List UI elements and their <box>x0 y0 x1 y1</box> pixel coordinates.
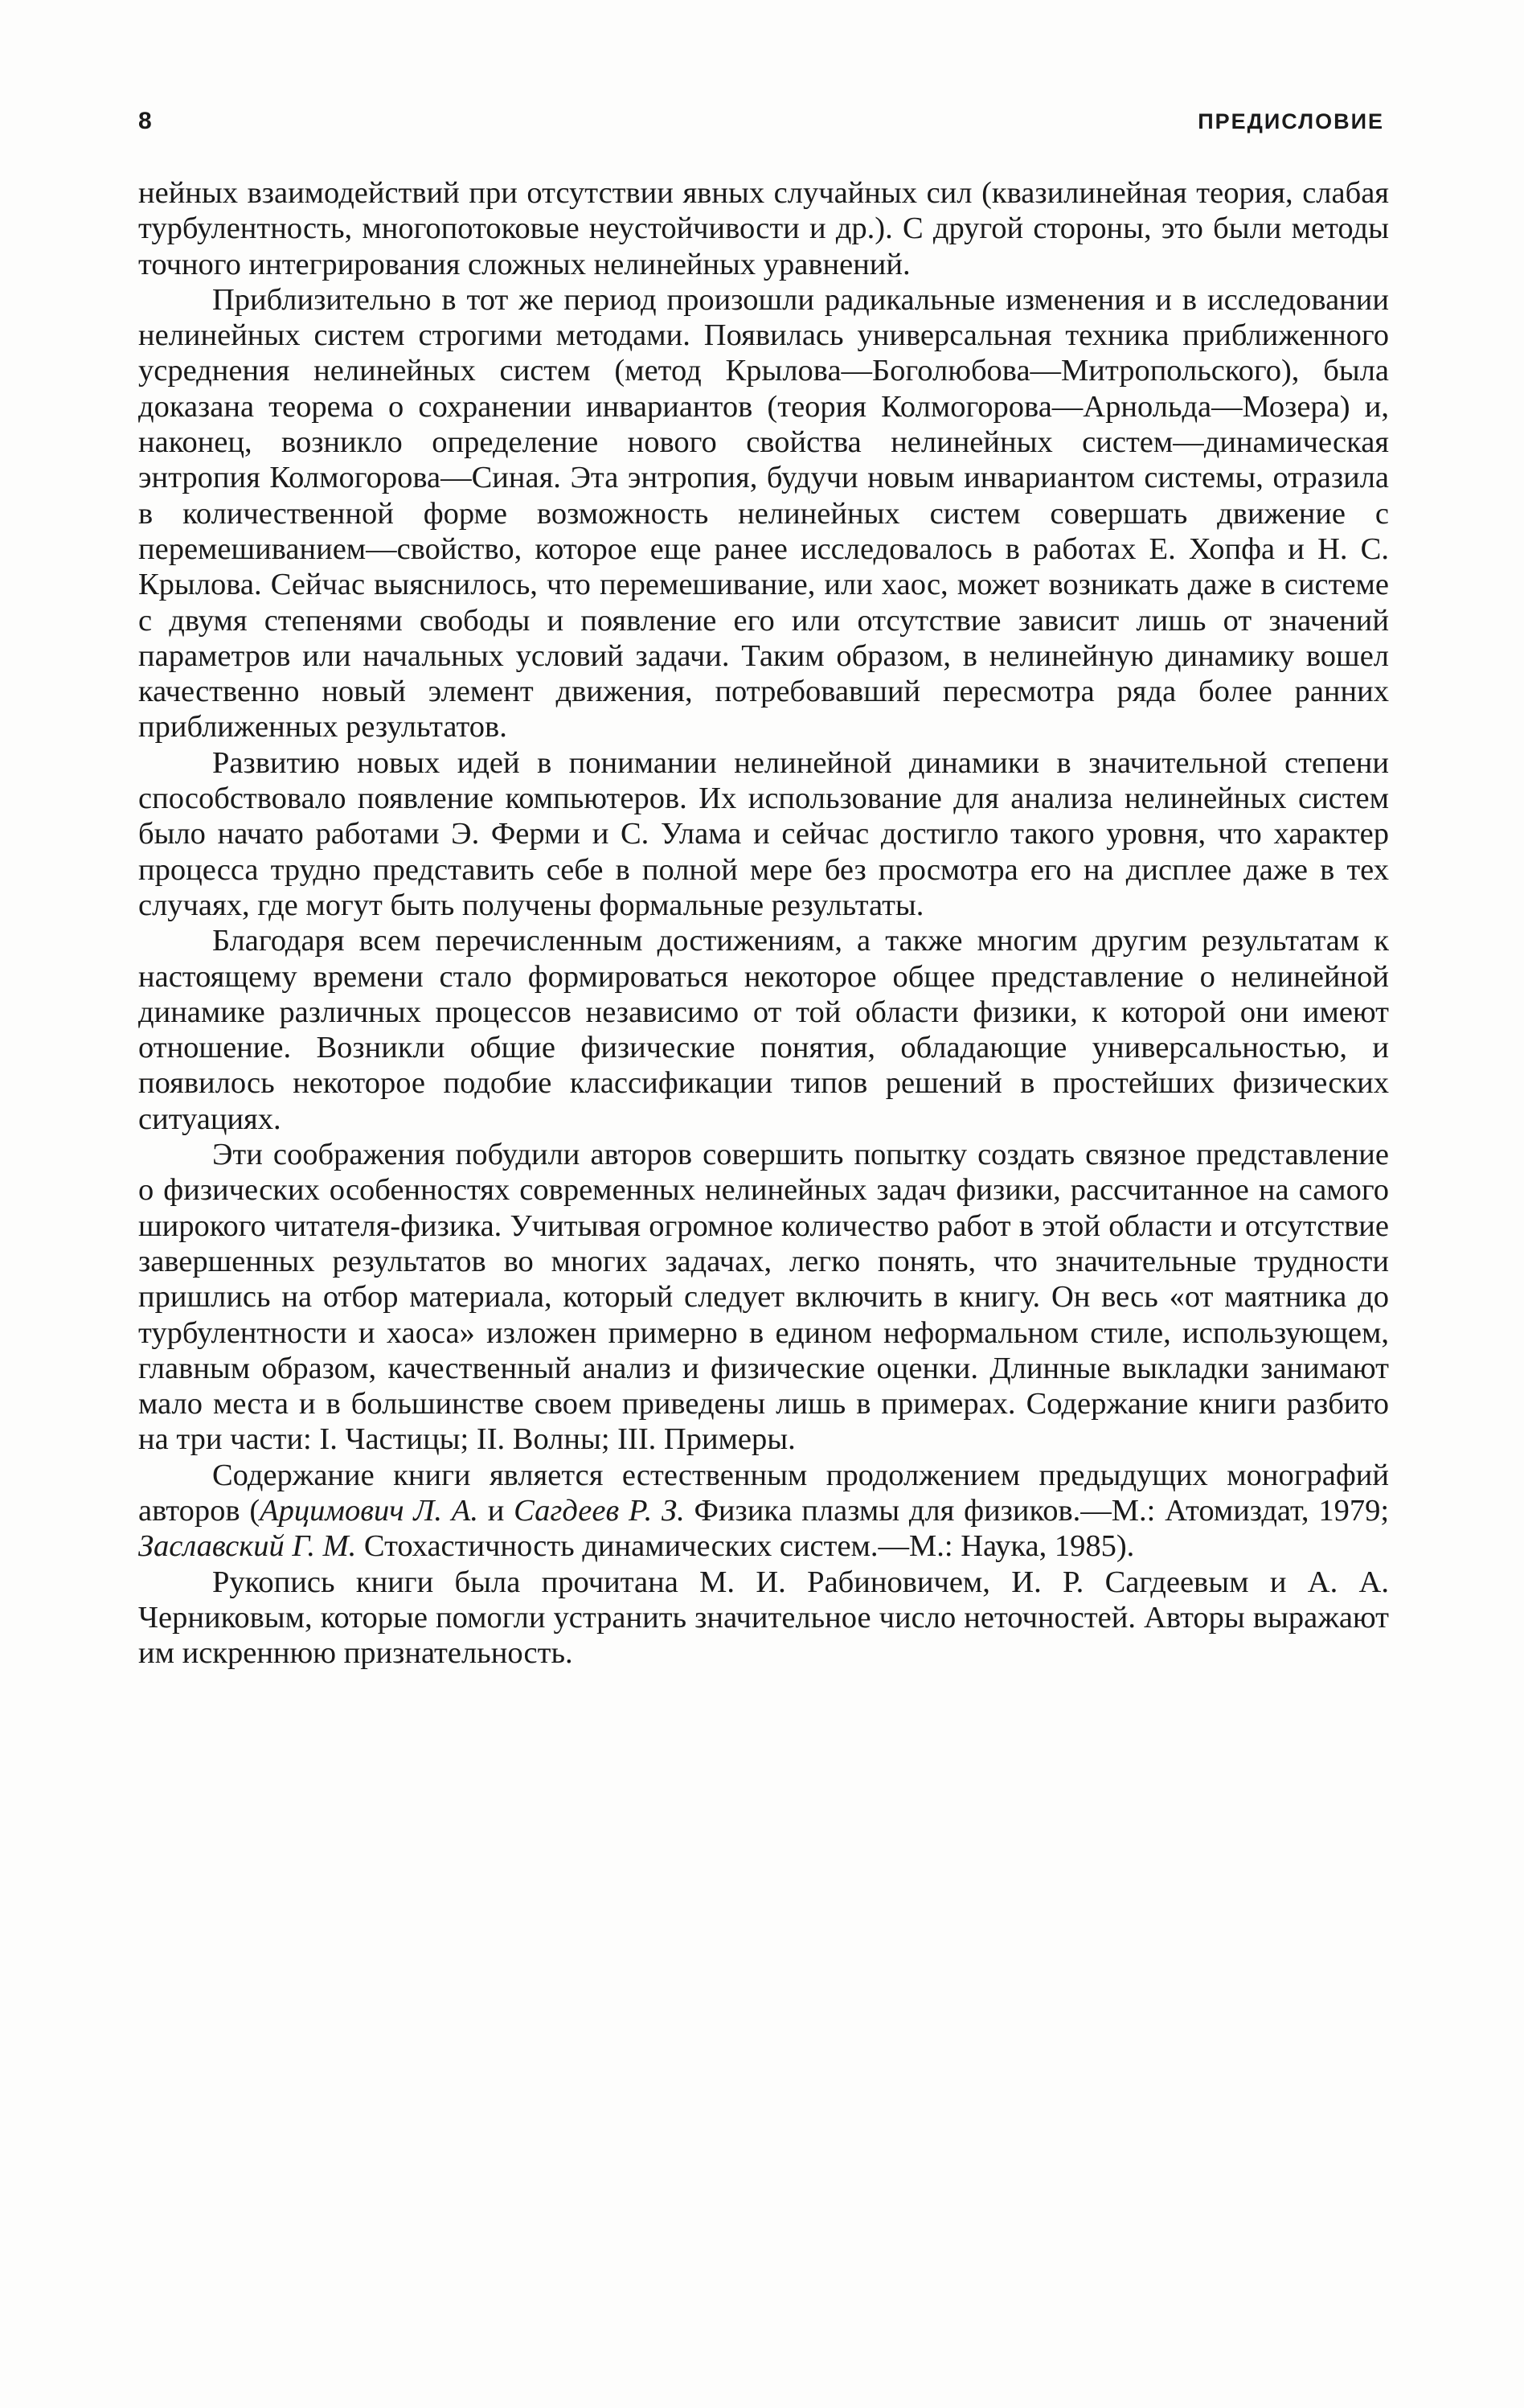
section-title: ПРЕДИСЛОВИЕ <box>1198 109 1384 133</box>
page-number: 8 <box>138 108 152 134</box>
paragraph-acknowledgement: Рукопись книги была прочитана М. И. Рабиновичем, И. Р. Сагдеевым и А. А. Черниковым, которые помогли устранить значительное число неточностей. Авторы выражают им искреннюю признательность. <box>138 1565 1389 1671</box>
references-intro: Содержание книги является естественным продолжением предыдущих монографий авторов ( <box>138 1458 1389 1528</box>
reference-author-sagdeev: Сагдеев Р. З. <box>514 1493 685 1528</box>
paragraph-continuation: нейных взаимодействий при отсутствии явных случайных сил (квазилинейная теория, слабая турбулентность, многопотоковые неустойчивости и др.). С другой стороны, это были методы точного интегрирования сложных нелинейных уравнений. <box>138 176 1389 281</box>
paragraph-book-motivation: Эти соображения побудили авторов совершить попытку создать связное представление о физических особенностях современных нелинейных задач физики, рассчитанное на самого широкого читателя-физика. Учитывая огромное количество работ в этой области и отсутствие завершенных результатов во многих задачах, легко понять, что значительные трудности пришлись на отбор материала, который следует включить в книгу. Он весь «от маятника до турбулентности и хаоса» изложен примерно в едином неформальном стиле, использующем, главным образом, качественный анализ и физические оценки. Длинные выкладки занимают мало места и в большинстве своем приведены лишь в примерах. Содержание книги разбито на три части: I. Частицы; II. Волны; III. Примеры. <box>138 1138 1389 1457</box>
reference-stochasticity: Стохастичность динамических систем.—М.: Наука, 1985). <box>356 1529 1135 1564</box>
reference-author-artsimovich: Арцимович Л. А. <box>260 1493 478 1528</box>
reference-plasma-physics: Физика плазмы для физиков.—М.: Атомиздат, 1979; <box>684 1493 1390 1528</box>
running-head <box>138 108 1384 143</box>
paragraph-references <box>138 1458 1389 1565</box>
paragraph-general-picture: Благодаря всем перечисленным достижениям, а также многим другим результатам к настоящему времени стало формироваться некоторое общее представление о нелинейной динамике различных процессов независимо от той области физики, к которой они имеют отношение. Возникли общие физические понятия, обладающие универсальностью, и появилось некоторое подобие классификации типов решений в простейших физических ситуациях. <box>138 924 1389 1136</box>
reference-author-zaslavsky: Заславский Г. М. <box>138 1529 357 1564</box>
paragraph-computers: Развитию новых идей в понимании нелинейной динамики в значительной степени способствовало появление компьютеров. Их использование для анализа нелинейных систем было начато работами Э. Ферми и С. Улама и сейчас достигло такого уровня, что характер процесса трудно представить себе в полной мере без просмотра его на дисплее даже в тех случаях, где могут быть получены формальные результаты. <box>138 745 1389 922</box>
body-text <box>138 175 1389 1671</box>
references-and: и <box>477 1493 514 1528</box>
paragraph-rigorous-methods: Приблизительно в тот же период произошли радикальные изменения и в исследовании нелинейных систем строгими методами. Появилась универсальная техника приближенного усреднения нелинейных систем (метод Крылова—Боголюбова—Митропольского), была доказана теорема о сохранении инвариантов (теория Колмогорова—Арнольда—Мозера) и, наконец, возникло определение нового свойства нелинейных систем—динамическая энтропия Колмогорова—Синая. Эта энтропия, будучи новым инвариантом системы, отразила в количественной форме возможность нелинейных систем совершать движение с перемешиванием—свойство, которое еще ранее исследовалось в работах Е. Хопфа и Н. С. Крылова. Сейчас выяснилось, что перемешивание, или хаос, может возникать даже в системе с двумя степенями свободы и появление его или отсутствие зависит лишь от значений параметров или начальных условий задачи. Таким образом, в нелинейную динамику вошел качественно новый элемент движения, потребовавший пересмотра ряда более ранних приближенных результатов. <box>138 282 1389 745</box>
